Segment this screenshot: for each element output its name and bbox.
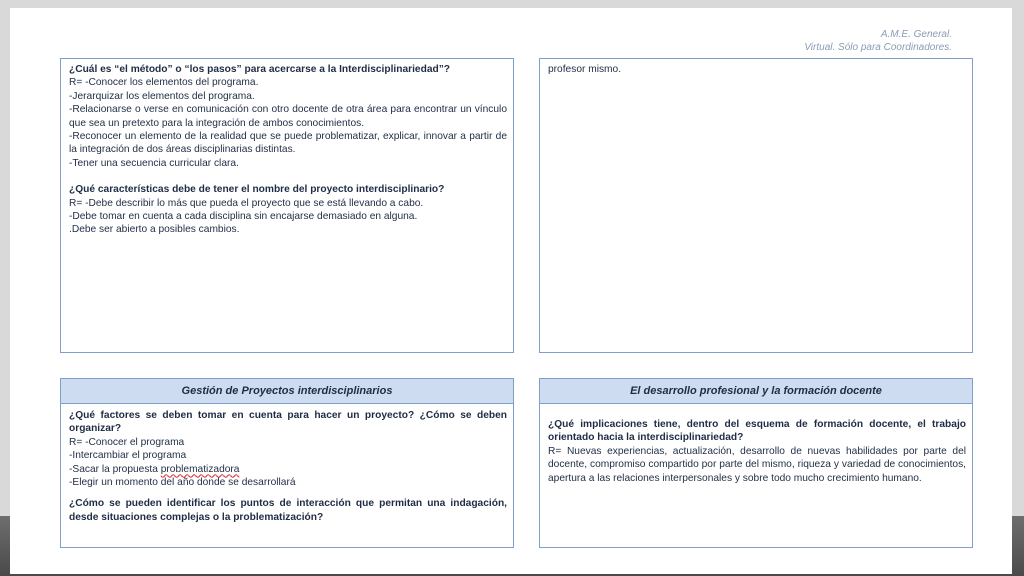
answer-prefix: -Sacar la propuesta [69, 463, 161, 475]
question-method: ¿Cuál es “el método” o “los pasos” para acercarse a la Interdisciplinariedad”? [69, 64, 451, 75]
header-line-2: Virtual. Sólo para Coordinadores. [804, 42, 952, 53]
question-project-name: ¿Qué características debe de tener el nombre del proyecto interdisciplinario? [69, 184, 445, 196]
header-line-1: A.M.E. General. [880, 29, 952, 40]
bottom-right-box [539, 378, 973, 548]
answer-line: -Relacionarse o verse en comunicación con otro docente de otra área para encontrar un vínculo que sea un pretexto para la integración de ambos conocimientos. [69, 104, 507, 129]
answer-line: -Jerarquizar los elementos del programa. [69, 90, 255, 102]
top-left-box [60, 58, 514, 353]
answer-line: -Intercambiar el programa [69, 450, 187, 462]
answer-line [69, 463, 507, 476]
answer-line: R= -Debe describir lo más que pueda el proyecto que se está llevando a cabo. [69, 197, 424, 209]
box-title-desarrollo: El desarrollo profesional y la formación docente [540, 379, 972, 404]
question-factors: ¿Qué factores se deben tomar en cuenta para hacer un proyecto? ¿Cómo se deben organizar? [69, 410, 507, 435]
document-page [10, 8, 1012, 574]
spellcheck-word: problematizadora [160, 463, 240, 475]
top-right-box [539, 58, 973, 353]
continuation-text: profesor mismo. [548, 64, 622, 75]
answer-line: -Debe tomar en cuenta a cada disciplina sin encajarse demasiado en alguna. [69, 211, 418, 223]
answer-line: -Reconocer un elemento de la realidad que se puede problematizar, explicar, innovar a partir de la integración de dos áreas disciplinarias distintas. [69, 131, 507, 156]
box-title-gestion: Gestión de Proyectos interdisciplinarios [61, 379, 513, 404]
answer-line: R= -Conocer los elementos del programa. [69, 77, 259, 89]
question-implications: ¿Qué implicaciones tiene, dentro del esquema de formación docente, el trabajo orientado hacia la interdisciplinariedad? [548, 419, 966, 444]
answer-line: .Debe ser abierto a posibles cambios. [69, 224, 240, 236]
answer-line: -Tener una secuencia curricular clara. [69, 157, 239, 169]
answer-line: R= -Conocer el programa [69, 436, 185, 448]
answer-paragraph: R= Nuevas experiencias, actualización, desarrollo de nuevas habilidades por parte del docente, compromiso compartido por parte del mismo, riqueza y variedad de conocimientos, apertura a las relaciones interpersonales y sobre todo mucho crecimiento humano. [548, 445, 966, 484]
bottom-left-box [60, 378, 514, 548]
question-interaction-points: ¿Cómo se pueden identificar los puntos de interacción que permitan una indagación, desde situaciones complejas o la problematización? [69, 498, 507, 523]
answer-line: -Elegir un momento del año donde se desarrollará [69, 477, 296, 489]
